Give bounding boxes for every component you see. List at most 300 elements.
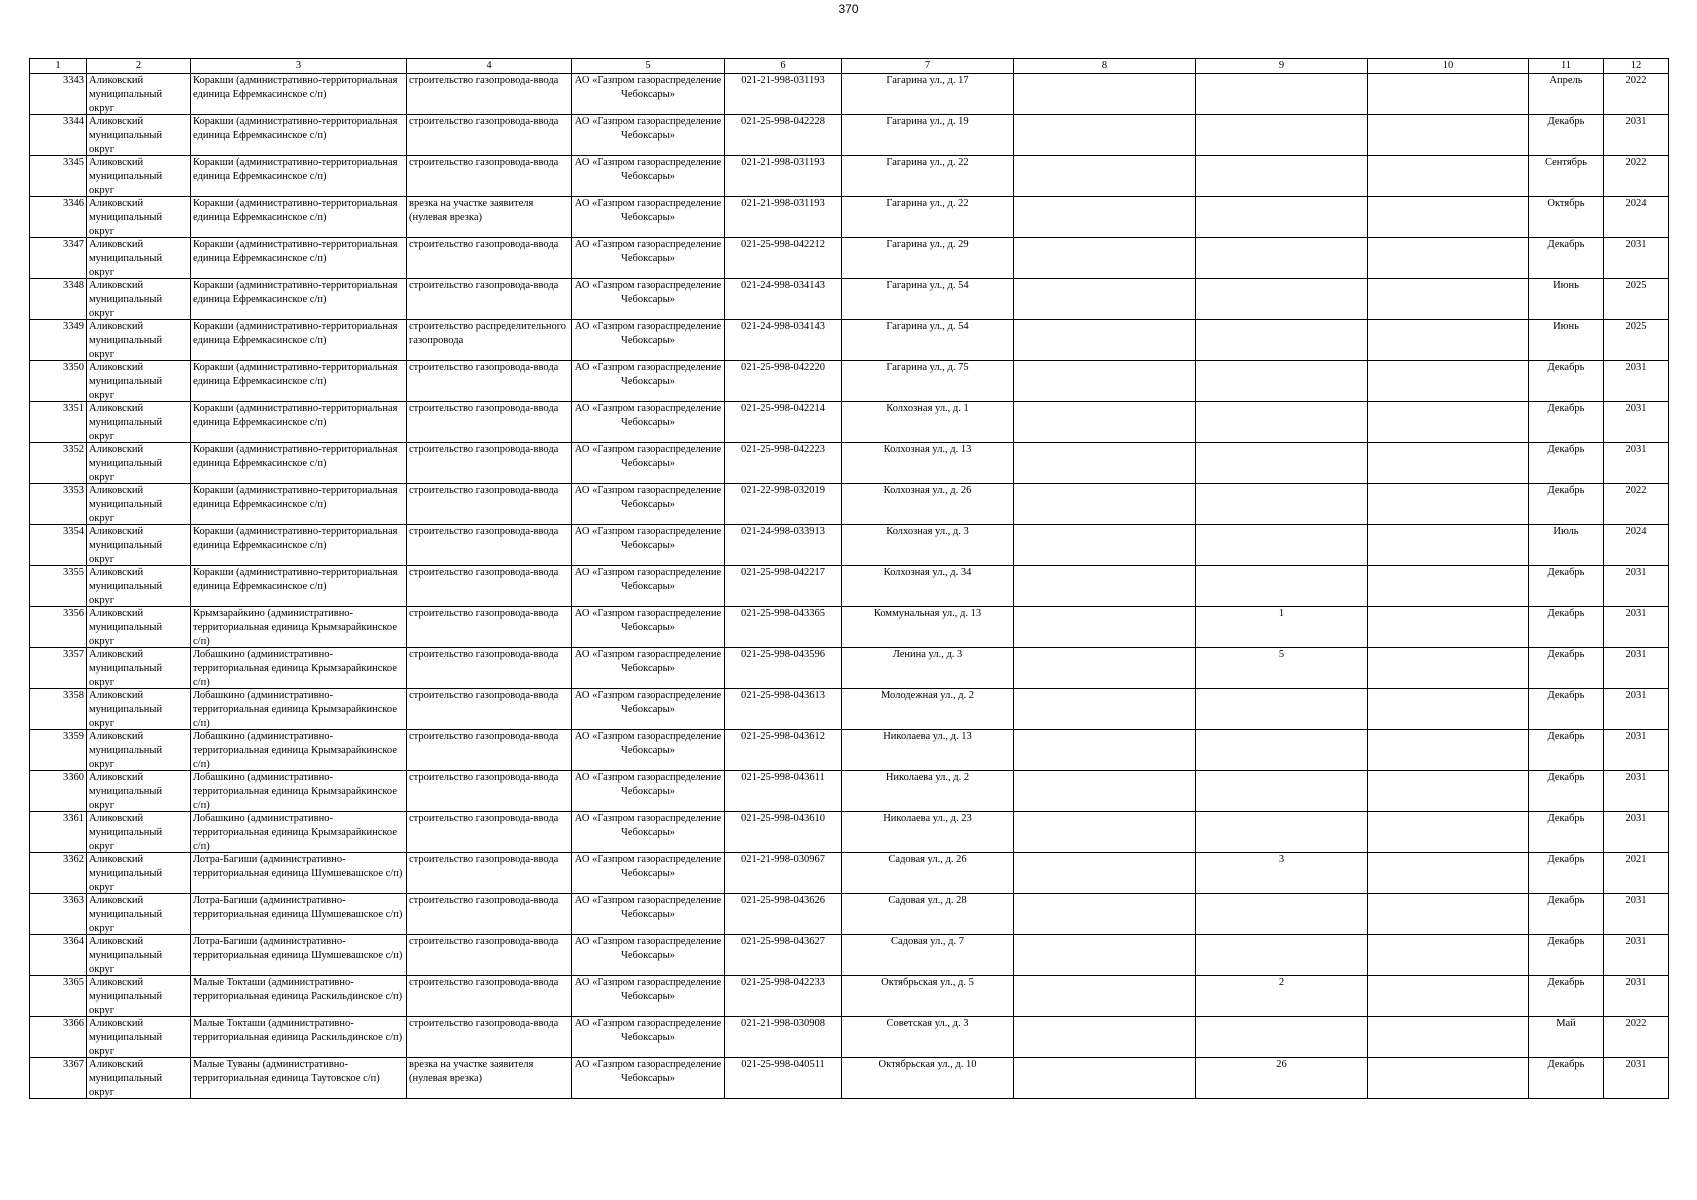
work-type-cell-text: строительство газопровода-ввода [409,895,559,906]
year-cell [1604,238,1669,279]
okrug-cell [87,238,191,279]
month-cell-text: Декабрь [1547,444,1585,455]
row-number-cell-text: 3364 [63,936,84,947]
address-cell-text: Ленина ул., д. 3 [892,649,963,660]
row-number-cell [30,197,87,238]
organization-cell [572,279,725,320]
application-code-cell-text: 021-24-998-034143 [741,280,825,291]
column-9-cell [1196,361,1368,402]
settlement-cell-text: Коракши (административно-территориальная единица Ефремкасинское с/п) [193,526,398,551]
year-cell-text: 2031 [1625,936,1647,947]
organization-cell [572,361,725,402]
column-8-cell [1014,361,1196,402]
row-number-cell-text: 3354 [63,526,84,537]
organization-cell [572,115,725,156]
application-code-cell-text: 021-21-998-031193 [741,75,825,86]
organization-cell [572,853,725,894]
column-9-cell-text: 1 [1278,608,1285,619]
row-number-cell [30,74,87,115]
column-9-cell-text [1198,74,1365,114]
okrug-cell-text: Аликовский муниципальный округ [89,239,163,278]
year-cell [1604,1017,1669,1058]
okrug-cell [87,484,191,525]
column-10-cell [1368,74,1529,115]
work-type-cell-text: строительство газопровода-ввода [409,936,559,947]
month-cell-text: Декабрь [1547,731,1585,742]
column-9-cell [1196,894,1368,935]
row-number-cell-text: 3345 [63,157,84,168]
okrug-cell-text: Аликовский муниципальный округ [89,608,163,647]
row-number-cell [30,1017,87,1058]
settlement-cell [191,197,407,238]
row-number-cell-text: 3362 [63,854,84,865]
month-cell [1529,689,1604,730]
work-type-cell-text: строительство газопровода-ввода [409,239,559,250]
row-number-cell [30,238,87,279]
application-code-cell-text: 021-25-998-042214 [741,403,825,414]
okrug-cell [87,812,191,853]
organization-cell-text: АО «Газпром газораспределение Чебоксары» [574,526,722,551]
year-cell-text: 2022 [1625,157,1647,168]
organization-cell-text: АО «Газпром газораспределение Чебоксары» [574,649,722,674]
settlement-cell [191,1058,407,1099]
address-cell [842,607,1014,648]
row-number-cell-text: 3352 [63,444,84,455]
organization-cell-text: АО «Газпром газораспределение Чебоксары» [574,608,722,633]
application-code-cell-text: 021-25-998-042212 [741,239,825,250]
column-10-cell-text [1370,689,1526,729]
year-cell-text: 2031 [1625,444,1647,455]
organization-cell-text: АО «Газпром газораспределение Чебоксары» [574,731,722,756]
column-8-cell [1014,976,1196,1017]
column-10-cell-text [1370,156,1526,196]
column-9-cell-text [1198,443,1365,483]
table-row [30,648,1669,689]
column-9-cell [1196,402,1368,443]
month-cell-text: Декабрь [1547,608,1585,619]
address-cell [842,115,1014,156]
column-header-8: 8 [1014,59,1196,74]
work-type-cell [407,812,572,853]
column-9-cell [1196,320,1368,361]
okrug-cell [87,115,191,156]
column-header-3: 3 [191,59,407,74]
month-cell [1529,361,1604,402]
year-cell [1604,648,1669,689]
address-cell-text: Гагарина ул., д. 54 [886,280,969,291]
column-8-cell [1014,1017,1196,1058]
year-cell-text: 2022 [1625,1018,1647,1029]
okrug-cell [87,156,191,197]
application-code-cell [725,566,842,607]
okrug-cell-text: Аликовский муниципальный округ [89,485,163,524]
column-8-cell [1014,689,1196,730]
column-9-cell-text: 5 [1278,649,1285,660]
row-number-cell-text: 3359 [63,731,84,742]
year-cell-text: 2031 [1625,608,1647,619]
okrug-cell [87,443,191,484]
application-code-cell-text: 021-21-998-031193 [741,198,825,209]
row-number-cell-text: 3355 [63,567,84,578]
year-cell-text: 2024 [1625,526,1647,537]
column-header-6: 6 [725,59,842,74]
table-row [30,320,1669,361]
column-10-cell [1368,484,1529,525]
year-cell-text: 2031 [1625,239,1647,250]
table-row [30,976,1669,1017]
column-8-cell [1014,853,1196,894]
work-type-cell-text: строительство газопровода-ввода [409,157,559,168]
organization-cell-text: АО «Газпром газораспределение Чебоксары» [574,362,722,387]
work-type-cell-text: строительство газопровода-ввода [409,813,559,824]
column-10-cell [1368,238,1529,279]
column-10-cell-text [1370,894,1526,934]
address-cell-text: Октябрьская ул., д. 10 [878,1059,977,1070]
column-8-cell-text [1016,689,1193,729]
okrug-cell [87,976,191,1017]
month-cell [1529,238,1604,279]
column-8-cell-text [1016,115,1193,155]
address-cell [842,566,1014,607]
column-10-cell-text [1370,115,1526,155]
column-9-cell-text: 3 [1278,854,1285,865]
row-number-cell [30,730,87,771]
address-cell-text: Николаева ул., д. 23 [883,813,972,824]
year-cell [1604,976,1669,1017]
address-cell-text: Колхозная ул., д. 26 [883,485,972,496]
column-9-cell [1196,976,1368,1017]
organization-cell-text: АО «Газпром газораспределение Чебоксары» [574,75,722,100]
year-cell [1604,566,1669,607]
okrug-cell [87,402,191,443]
settlement-cell-text: Коракши (административно-территориальная единица Ефремкасинское с/п) [193,321,398,346]
row-number-cell-text: 3351 [63,403,84,414]
application-code-cell [725,156,842,197]
year-cell [1604,361,1669,402]
row-number-cell-text: 3357 [63,649,84,660]
work-type-cell-text: строительство газопровода-ввода [409,649,559,660]
column-10-cell-text [1370,1058,1526,1098]
row-number-cell [30,812,87,853]
work-type-cell-text: строительство газопровода-ввода [409,403,559,414]
row-number-cell-text: 3361 [63,813,84,824]
year-cell [1604,484,1669,525]
column-10-cell-text [1370,1017,1526,1057]
column-10-cell [1368,1017,1529,1058]
year-cell-text: 2022 [1625,75,1647,86]
column-9-cell [1196,730,1368,771]
settlement-cell [191,771,407,812]
column-8-cell-text [1016,607,1193,647]
table-row [30,689,1669,730]
organization-cell-text: АО «Газпром газораспределение Чебоксары» [574,116,722,141]
month-cell [1529,730,1604,771]
row-number-cell [30,156,87,197]
address-cell [842,402,1014,443]
row-number-cell-text: 3346 [63,198,84,209]
address-cell [842,648,1014,689]
settlement-cell [191,115,407,156]
column-8-cell-text [1016,443,1193,483]
row-number-cell [30,689,87,730]
settlement-cell-text: Коракши (административно-территориальная единица Ефремкасинское с/п) [193,567,398,592]
column-9-cell [1196,566,1368,607]
row-number-cell-text: 3350 [63,362,84,373]
row-number-cell [30,279,87,320]
address-cell-text: Гагарина ул., д. 22 [886,198,969,209]
okrug-cell [87,361,191,402]
column-9-cell [1196,156,1368,197]
month-cell [1529,607,1604,648]
column-8-cell-text [1016,156,1193,196]
organization-cell [572,607,725,648]
column-header-10: 10 [1368,59,1529,74]
year-cell-text: 2031 [1625,567,1647,578]
year-cell [1604,730,1669,771]
settlement-cell [191,443,407,484]
settlement-cell [191,689,407,730]
month-cell [1529,894,1604,935]
month-cell [1529,484,1604,525]
table-row [30,115,1669,156]
okrug-cell [87,935,191,976]
organization-cell-text: АО «Газпром газораспределение Чебоксары» [574,895,722,920]
address-cell-text: Колхозная ул., д. 1 [886,403,969,414]
settlement-cell [191,976,407,1017]
address-cell [842,484,1014,525]
organization-cell-text: АО «Газпром газораспределение Чебоксары» [574,403,722,428]
month-cell-text: Декабрь [1547,690,1585,701]
settlement-cell [191,894,407,935]
organization-cell-text: АО «Газпром газораспределение Чебоксары» [574,567,722,592]
column-10-cell-text [1370,853,1526,893]
column-10-cell [1368,115,1529,156]
application-code-cell [725,361,842,402]
work-type-cell [407,74,572,115]
year-cell-text: 2031 [1625,690,1647,701]
month-cell-text: Декабрь [1547,977,1585,988]
row-number-cell-text: 3360 [63,772,84,783]
year-cell-text: 2031 [1625,116,1647,127]
organization-cell [572,402,725,443]
column-8-cell [1014,320,1196,361]
settlement-cell-text: Коракши (административно-территориальная единица Ефремкасинское с/п) [193,485,398,510]
column-8-cell-text [1016,1058,1193,1098]
application-code-cell [725,853,842,894]
column-header-12: 12 [1604,59,1669,74]
work-type-cell-text: строительство газопровода-ввода [409,280,559,291]
month-cell [1529,279,1604,320]
column-10-cell [1368,607,1529,648]
row-number-cell [30,402,87,443]
row-number-cell [30,648,87,689]
table-row [30,935,1669,976]
application-code-cell [725,484,842,525]
address-cell [842,320,1014,361]
column-8-cell [1014,402,1196,443]
column-8-cell-text [1016,320,1193,360]
work-type-cell-text: врезка на участке заявителя (нулевая врезка) [409,198,534,223]
organization-cell [572,443,725,484]
year-cell-text: 2025 [1625,280,1647,291]
column-8-cell-text [1016,853,1193,893]
column-9-cell-text [1198,730,1365,770]
settlement-cell-text: Лобашкино (административно-территориальная единица Крымзарайкинское с/п) [193,772,397,811]
okrug-cell [87,525,191,566]
month-cell [1529,402,1604,443]
month-cell [1529,115,1604,156]
column-9-cell [1196,74,1368,115]
application-code-cell [725,935,842,976]
application-code-cell-text: 021-25-998-042233 [741,977,825,988]
work-type-cell [407,402,572,443]
column-10-cell [1368,812,1529,853]
okrug-cell [87,648,191,689]
year-cell-text: 2031 [1625,731,1647,742]
okrug-cell-text: Аликовский муниципальный округ [89,157,163,196]
month-cell [1529,771,1604,812]
row-number-cell [30,443,87,484]
address-cell-text: Гагарина ул., д. 17 [886,75,969,86]
work-type-cell [407,156,572,197]
table-row [30,238,1669,279]
application-code-cell-text: 021-25-998-043612 [741,731,825,742]
work-type-cell-text: строительство газопровода-ввода [409,1018,559,1029]
table-row [30,730,1669,771]
year-cell [1604,689,1669,730]
address-cell [842,689,1014,730]
settlement-cell-text: Коракши (административно-территориальная единица Ефремкасинское с/п) [193,362,398,387]
work-type-cell [407,361,572,402]
column-9-cell-text [1198,566,1365,606]
organization-cell [572,1058,725,1099]
organization-cell-text: АО «Газпром газораспределение Чебоксары» [574,854,722,879]
row-number-cell-text: 3343 [63,75,84,86]
settlement-cell-text: Коракши (административно-территориальная единица Ефремкасинское с/п) [193,239,398,264]
address-cell [842,976,1014,1017]
year-cell-text: 2031 [1625,977,1647,988]
address-cell-text: Садовая ул., д. 7 [891,936,964,947]
work-type-cell-text: строительство распределительного газопровода [409,321,567,346]
column-9-cell-text [1198,320,1365,360]
year-cell [1604,443,1669,484]
okrug-cell [87,279,191,320]
column-8-cell [1014,115,1196,156]
column-8-cell-text [1016,1017,1193,1057]
settlement-cell [191,279,407,320]
column-10-cell [1368,361,1529,402]
year-cell [1604,812,1669,853]
month-cell [1529,525,1604,566]
settlement-cell-text: Малые Токташи (административно-территориальная единица Раскильдинское с/п) [193,977,403,1002]
application-code-cell-text: 021-25-998-043596 [741,649,825,660]
application-code-cell-text: 021-25-998-043627 [741,936,825,947]
column-10-cell-text [1370,443,1526,483]
month-cell [1529,648,1604,689]
settlement-cell [191,935,407,976]
month-cell-text: Декабрь [1547,936,1585,947]
work-type-cell-text: строительство газопровода-ввода [409,567,559,578]
year-cell-text: 2031 [1625,403,1647,414]
work-type-cell [407,607,572,648]
okrug-cell [87,197,191,238]
address-cell [842,238,1014,279]
work-type-cell-text: строительство газопровода-ввода [409,977,559,988]
year-cell [1604,74,1669,115]
column-header-5: 5 [572,59,725,74]
organization-cell-text: АО «Газпром газораспределение Чебоксары» [574,936,722,961]
work-type-cell [407,935,572,976]
column-10-cell [1368,197,1529,238]
year-cell [1604,607,1669,648]
year-cell [1604,894,1669,935]
column-8-cell-text [1016,238,1193,278]
column-8-cell [1014,771,1196,812]
column-9-cell [1196,607,1368,648]
row-number-cell-text: 3349 [63,321,84,332]
row-number-cell [30,361,87,402]
work-type-cell [407,484,572,525]
organization-cell [572,484,725,525]
column-8-cell [1014,935,1196,976]
settlement-cell [191,566,407,607]
column-9-cell [1196,689,1368,730]
column-header-7: 7 [842,59,1014,74]
work-type-cell [407,115,572,156]
column-8-cell-text [1016,730,1193,770]
settlement-cell-text: Малые Туваны (административно-территориальная единица Таутовское с/п) [193,1059,380,1084]
year-cell [1604,853,1669,894]
settlement-cell-text: Лобашкино (административно-территориальная единица Крымзарайкинское с/п) [193,649,397,688]
address-cell-text: Октябрьская ул., д. 5 [881,977,974,988]
application-code-cell-text: 021-25-998-042223 [741,444,825,455]
work-type-cell-text: строительство газопровода-ввода [409,854,559,865]
year-cell-text: 2025 [1625,321,1647,332]
year-cell [1604,402,1669,443]
work-type-cell-text: врезка на участке заявителя (нулевая врезка) [409,1059,534,1084]
organization-cell-text: АО «Газпром газораспределение Чебоксары» [574,280,722,305]
column-10-cell [1368,935,1529,976]
organization-cell-text: АО «Газпром газораспределение Чебоксары» [574,1059,722,1084]
column-10-cell-text [1370,197,1526,237]
organization-cell [572,238,725,279]
address-cell-text: Садовая ул., д. 26 [888,854,967,865]
address-cell [842,525,1014,566]
column-9-cell [1196,812,1368,853]
page-number: 370 [838,2,859,16]
column-10-cell [1368,1058,1529,1099]
column-10-cell [1368,279,1529,320]
table-row [30,812,1669,853]
registry-table [29,58,1669,1099]
column-9-cell [1196,648,1368,689]
organization-cell-text: АО «Газпром газораспределение Чебоксары» [574,485,722,510]
work-type-cell-text: строительство газопровода-ввода [409,485,559,496]
year-cell [1604,1058,1669,1099]
work-type-cell [407,443,572,484]
column-8-cell-text [1016,935,1193,975]
address-cell-text: Гагарина ул., д. 54 [886,321,969,332]
column-8-cell-text [1016,525,1193,565]
month-cell-text: Сентябрь [1544,157,1588,168]
organization-cell-text: АО «Газпром газораспределение Чебоксары» [574,321,722,346]
application-code-cell [725,894,842,935]
address-cell-text: Коммунальная ул., д. 13 [873,608,982,619]
row-number-cell [30,525,87,566]
work-type-cell [407,648,572,689]
organization-cell [572,648,725,689]
application-code-cell [725,607,842,648]
